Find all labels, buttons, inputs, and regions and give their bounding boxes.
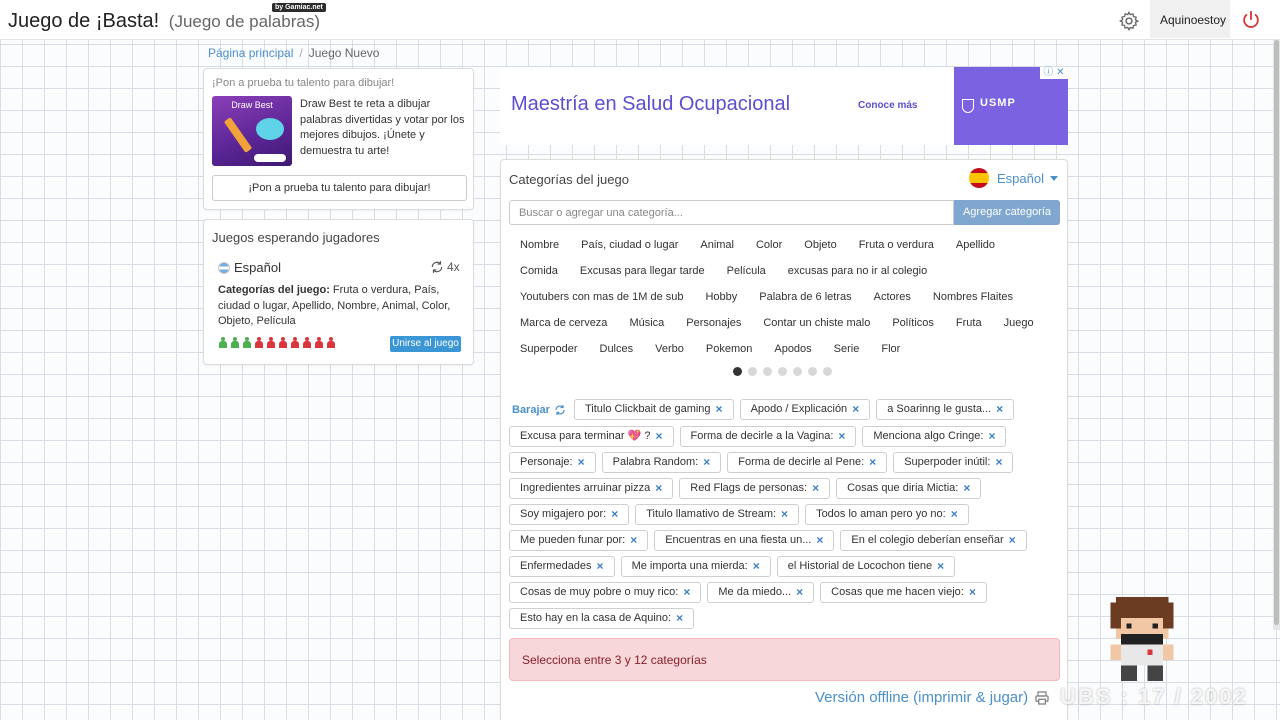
selected-category-label: Titulo Clickbait de gaming [585, 403, 711, 415]
ad-cta-link[interactable]: Conoce más [858, 100, 918, 111]
selected-category-row [574, 399, 1014, 420]
promo-heading: ¡Pon a prueba tu talento para dibujar! [212, 77, 395, 89]
category-suggestion[interactable]: Color [755, 239, 783, 251]
player-joined-icon [242, 337, 252, 348]
selected-category-chip[interactable] [621, 556, 771, 577]
selected-category-row [509, 582, 987, 603]
breadcrumb-home-link[interactable]: Página principal [208, 46, 294, 60]
selected-category-chip[interactable] [840, 530, 1026, 551]
selected-category-chip[interactable] [862, 426, 1006, 447]
app-subtitle: (Juego de palabras) [168, 12, 320, 31]
remove-category-icon[interactable]: × [968, 585, 976, 599]
selected-category-chip[interactable] [654, 530, 834, 551]
selected-category-label: Superpoder inútil: [904, 456, 991, 468]
selected-category-label: Me pueden funar por: [520, 534, 626, 546]
selected-category-label: Forma de decirle al Pene: [738, 456, 865, 468]
remove-category-icon[interactable]: × [781, 507, 789, 521]
repeat-icon [430, 260, 444, 274]
remove-category-icon[interactable]: × [577, 455, 585, 469]
player-open-slot-icon [326, 337, 336, 348]
remove-category-icon[interactable]: × [611, 507, 619, 521]
category-suggestion[interactable]: Personajes [686, 317, 742, 329]
category-suggestion[interactable]: Flor [881, 343, 901, 355]
selected-category-chip[interactable] [805, 504, 969, 525]
category-suggestion[interactable]: Animal [700, 239, 734, 251]
game-language-label: Español [234, 260, 281, 275]
pagination-dot[interactable] [778, 367, 787, 376]
ad-close-icon[interactable]: ⓘ ✕ [1040, 67, 1068, 79]
selection-alert: Selecciona entre 3 y 12 categorías [509, 638, 1060, 681]
remove-category-icon[interactable]: × [838, 429, 846, 443]
category-suggestion-row [509, 288, 1024, 306]
category-suggestion[interactable]: Apodos [774, 343, 812, 355]
speech-bubble-icon [256, 118, 284, 140]
remove-category-icon[interactable]: × [852, 402, 860, 416]
selected-category-row [509, 452, 1013, 473]
selected-category-row [509, 504, 969, 525]
app-title[interactable] [8, 10, 320, 33]
category-suggestion[interactable]: Youtubers con mas de 1M de sub [520, 291, 684, 303]
promo-panel [203, 68, 474, 210]
add-category-button[interactable]: Agregar categoría [954, 200, 1060, 225]
pagination-dot[interactable] [733, 367, 742, 376]
selected-category-label: En el colegio deberían enseñar [851, 534, 1004, 546]
by-badge[interactable]: by Gamiac.net [272, 3, 326, 12]
category-suggestion-row [509, 262, 938, 280]
shield-icon [962, 99, 974, 113]
selected-category-chip[interactable] [679, 478, 830, 499]
selected-category-label: Me importa una mierda: [631, 560, 748, 572]
remove-category-icon[interactable]: × [715, 402, 723, 416]
power-icon[interactable] [1240, 9, 1262, 31]
category-suggestion[interactable]: Políticos [892, 317, 934, 329]
selected-category-row [509, 426, 1006, 447]
refresh-icon [554, 404, 566, 416]
waiting-games-title: Juegos esperando jugadores [212, 230, 380, 245]
language-select[interactable] [969, 168, 1058, 188]
player-open-slot-icon [290, 337, 300, 348]
selected-category-label: Soy migajero por: [520, 508, 607, 520]
argentina-flag-icon [218, 262, 230, 274]
selected-category-label: Me da miedo... [718, 586, 792, 598]
selected-category-label: Excusa para terminar 💖 ? [520, 430, 651, 442]
page-scrollbar[interactable] [1273, 40, 1280, 630]
selected-category-chip[interactable] [836, 478, 981, 499]
ad-brand: USMP [980, 97, 1016, 109]
remove-category-icon[interactable]: × [816, 533, 824, 547]
category-suggestion-row [509, 340, 911, 358]
game-language [218, 260, 281, 275]
player-open-slot-icon [278, 337, 288, 348]
selected-category-label: Cosas que me hacen viejo: [831, 586, 964, 598]
category-suggestion[interactable]: Película [726, 265, 766, 277]
remove-category-icon[interactable]: × [995, 455, 1003, 469]
selected-category-label: Apodo / Explicación [750, 403, 848, 415]
selected-category-chip[interactable] [740, 399, 871, 420]
game-rounds [430, 260, 460, 274]
selected-category-label: Titulo llamativo de Stream: [646, 508, 777, 520]
selected-category-label: Forma de decirle a la Vagina: [690, 430, 834, 442]
selected-category-row [509, 530, 1027, 551]
selected-category-label: Red Flags de personas: [690, 482, 808, 494]
category-suggestion[interactable]: Juego [1003, 317, 1034, 329]
selected-category-chip[interactable] [602, 452, 722, 473]
player-joined-icon [218, 337, 228, 348]
category-suggestion[interactable]: País, ciudad o lugar [581, 239, 679, 251]
language-select-label: Español [997, 170, 1044, 186]
category-suggestion[interactable]: Palabra de 6 letras [759, 291, 852, 303]
category-suggestion-row [509, 314, 1045, 332]
remove-category-icon[interactable]: × [950, 507, 958, 521]
player-open-slot-icon [302, 337, 312, 348]
selected-category-chip[interactable] [509, 478, 673, 499]
remove-category-icon[interactable]: × [655, 481, 663, 495]
selected-category-chip[interactable] [509, 452, 596, 473]
selected-category-label: Encuentras en una fiesta un... [665, 534, 812, 546]
remove-category-icon[interactable]: × [596, 559, 604, 573]
app-title-text: Juego de ¡Basta! [8, 10, 160, 32]
selected-category-chip[interactable] [574, 399, 734, 420]
offline-version-link[interactable] [815, 689, 1050, 706]
selected-category-label: Todos lo aman pero yo no: [816, 508, 946, 520]
category-suggestion[interactable]: Excusas para llegar tarde [579, 265, 705, 277]
selected-category-label: Menciona algo Cringe: [873, 430, 984, 442]
remove-category-icon[interactable]: × [703, 455, 711, 469]
selected-category-chip[interactable] [509, 504, 629, 525]
category-suggestion[interactable]: Verbo [655, 343, 684, 355]
category-search-input[interactable] [509, 200, 954, 225]
remove-category-icon[interactable]: × [752, 559, 760, 573]
pagination-dot[interactable] [793, 367, 802, 376]
game-categories-label: Categorías del juego: [218, 284, 330, 296]
join-game-button[interactable]: Unirse al juego [390, 336, 461, 352]
selected-category-chip[interactable] [635, 504, 799, 525]
remove-category-icon[interactable]: × [996, 402, 1004, 416]
remove-category-icon[interactable]: × [869, 455, 877, 469]
game-rounds-label: 4x [447, 260, 460, 274]
selected-category-label: Cosas que diria Mictia: [847, 482, 959, 494]
categories-panel [500, 159, 1068, 720]
selected-category-chip[interactable] [876, 399, 1014, 420]
promo-image[interactable] [212, 96, 292, 166]
player-open-slot-icon [254, 337, 264, 348]
selected-category-chip[interactable] [509, 426, 674, 447]
selected-category-chip[interactable] [707, 582, 814, 603]
selected-category-row [509, 478, 981, 499]
selected-category-row [509, 608, 694, 629]
selected-category-chip[interactable] [727, 452, 887, 473]
selected-category-chip[interactable] [509, 530, 648, 551]
selected-category-label: Palabra Random: [612, 456, 699, 468]
remove-category-icon[interactable]: × [796, 585, 804, 599]
remove-category-icon[interactable]: × [812, 481, 820, 495]
remove-category-icon[interactable]: × [988, 429, 996, 443]
remove-category-icon[interactable]: × [1008, 533, 1016, 547]
selected-category-chip[interactable] [509, 582, 701, 603]
category-suggestion[interactable]: Serie [833, 343, 860, 355]
category-suggestion[interactable]: Objeto [804, 239, 837, 251]
selected-category-label: Personaje: [520, 456, 573, 468]
selected-category-chip[interactable] [820, 582, 987, 603]
pagination-dot[interactable] [808, 367, 817, 376]
category-suggestion[interactable]: Fruta o verdura [858, 239, 934, 251]
promo-image-title: Draw Best [231, 100, 273, 110]
selected-category-row [509, 556, 955, 577]
breadcrumb-current: Juego Nuevo [308, 46, 380, 60]
shuffle-button[interactable] [512, 404, 566, 416]
selected-category-chip[interactable] [893, 452, 1013, 473]
publisher-tag [254, 154, 286, 162]
categories-title: Categorías del juego [509, 172, 629, 187]
spain-flag-icon [969, 168, 989, 188]
category-suggestion[interactable]: Comida [520, 265, 558, 277]
selected-category-label: Enfermedades [520, 560, 592, 572]
category-suggestion[interactable]: Hobby [705, 291, 738, 303]
category-suggestion-row [509, 236, 1006, 254]
category-suggestion[interactable]: Apellido [955, 239, 996, 251]
selected-category-label: a Soarinng le gusta... [887, 403, 992, 415]
selected-category-label: Cosas de muy pobre o muy rico: [520, 586, 679, 598]
pagination-dot[interactable] [763, 367, 772, 376]
category-suggestion[interactable]: Pokemon [705, 343, 753, 355]
selected-category-label: el Historial de Locochon tiene [787, 560, 933, 572]
breadcrumb [208, 46, 379, 60]
pixel-avatar [1100, 596, 1184, 682]
category-suggestion[interactable]: Fruta [955, 317, 982, 329]
player-open-slot-icon [314, 337, 324, 348]
chevron-down-icon [1050, 176, 1058, 181]
category-suggestion[interactable]: Música [629, 317, 665, 329]
category-suggestion[interactable]: excusas para no ir al colegio [787, 265, 928, 277]
player-open-slot-icon [266, 337, 276, 348]
player-slots [218, 337, 336, 348]
remove-category-icon[interactable]: × [937, 559, 945, 573]
printer-icon [1034, 690, 1050, 706]
offline-version-label: Versión offline (imprimir & jugar) [815, 689, 1029, 706]
remove-category-icon[interactable]: × [630, 533, 638, 547]
category-suggestion[interactable]: Contar un chiste malo [763, 317, 871, 329]
category-suggestion[interactable]: Actores [873, 291, 911, 303]
top-bar [0, 0, 1280, 40]
category-suggestion[interactable]: Dulces [599, 343, 634, 355]
selected-category-label: Esto hay en la casa de Aquino: [520, 612, 672, 624]
user-menu[interactable] [1150, 0, 1230, 38]
player-joined-icon [230, 337, 240, 348]
pagination-dots [733, 367, 832, 376]
remove-category-icon[interactable]: × [676, 611, 684, 625]
promo-button[interactable]: ¡Pon a prueba tu talento para dibujar! [212, 175, 467, 201]
selected-category-chip[interactable] [777, 556, 955, 577]
ad-title: Maestría en Salud Ocupacional [511, 93, 791, 115]
username: Aquinoestoy [1160, 13, 1227, 27]
brush-icon [224, 117, 252, 153]
selected-category-chip[interactable] [680, 426, 857, 447]
stream-overlay-text: UBS : 17 / 2002 [1060, 684, 1248, 709]
selected-category-chip[interactable] [509, 608, 694, 629]
waiting-games-panel [203, 219, 474, 365]
pagination-dot[interactable] [748, 367, 757, 376]
selected-category-chip[interactable] [509, 556, 615, 577]
category-suggestion[interactable]: Superpoder [520, 343, 578, 355]
pagination-dot[interactable] [823, 367, 832, 376]
remove-category-icon[interactable]: × [655, 429, 663, 443]
gear-icon[interactable] [1118, 10, 1140, 32]
remove-category-icon[interactable]: × [963, 481, 971, 495]
promo-text: Draw Best te reta a dibujar palabras divertidas y votar por los mejores dibujos. ¡Únete y demuestra tu arte! [300, 98, 465, 157]
category-suggestion[interactable]: Nombre [520, 239, 560, 251]
breadcrumb-separator: / [299, 46, 303, 60]
game-categories [218, 283, 466, 330]
category-suggestion[interactable]: Nombres Flaites [932, 291, 1013, 303]
game-categories-list: Fruta o verdura, País, ciudad o lugar, Apellido, Nombre, Animal, Color, Objeto, Película [218, 284, 451, 327]
category-suggestion[interactable]: Marca de cerveza [520, 317, 608, 329]
ad-banner[interactable] [500, 67, 1068, 145]
scrollbar-thumb[interactable] [1274, 40, 1279, 625]
remove-category-icon[interactable]: × [683, 585, 691, 599]
selected-category-label: Ingredientes arruinar pizza [520, 482, 651, 494]
shuffle-label: Barajar [512, 404, 550, 416]
